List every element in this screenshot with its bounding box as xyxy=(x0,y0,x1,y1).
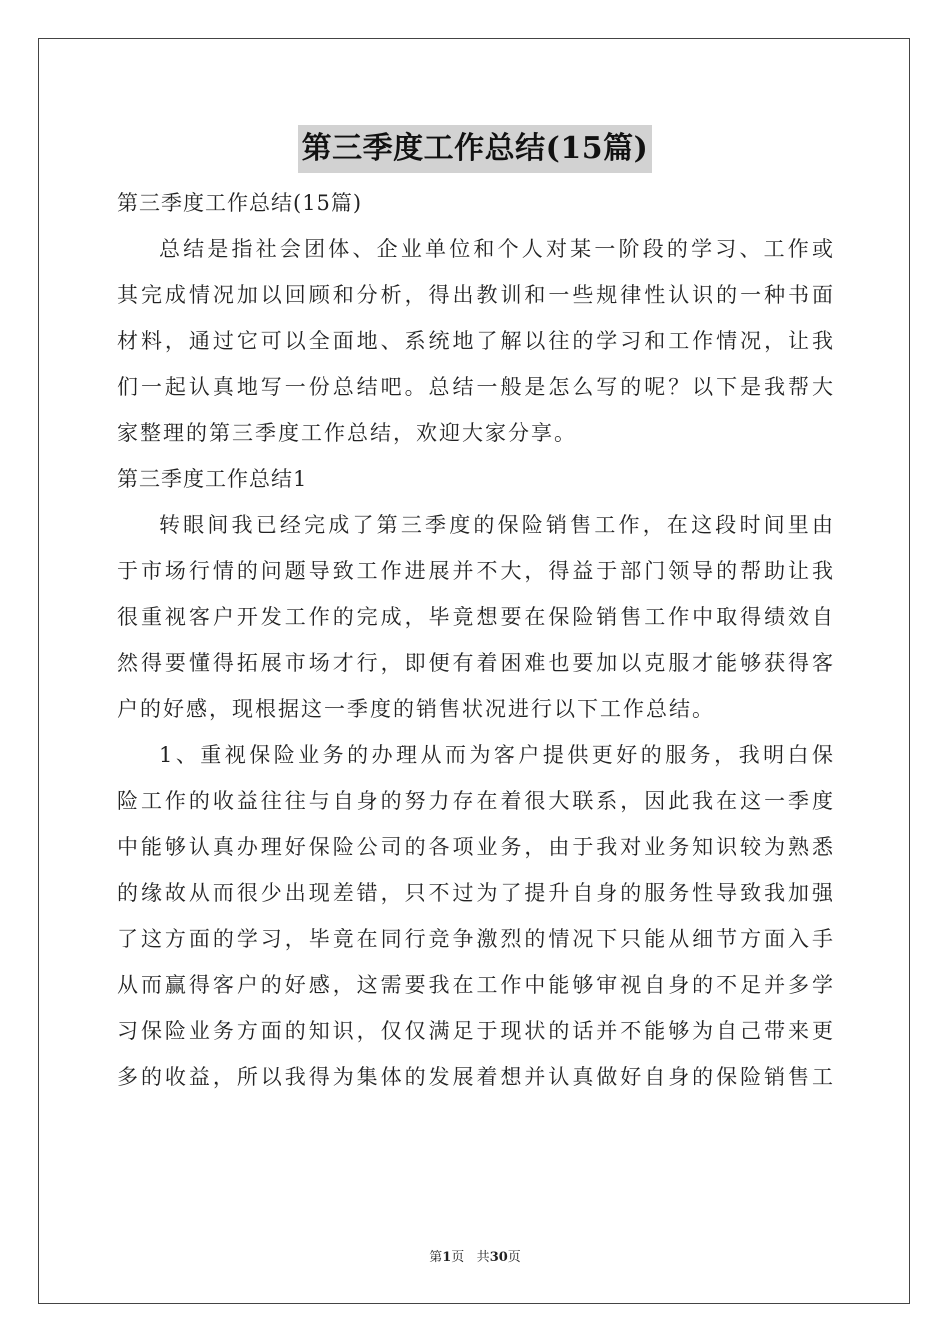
document-body xyxy=(117,180,833,1100)
paragraph-line: 习保险业务方面的知识，仅仅满足于现状的话并不能够为自己带来更 xyxy=(117,1019,833,1043)
document-title: 第三季度工作总结(15篇) xyxy=(298,125,653,173)
intro-line: 材料，通过它可以全面地、系统地了解以往的学习和工作情况，让我 xyxy=(117,329,833,353)
paragraph-line: 1、重视保险业务的办理从而为客户提供更好的服务，我明白保 xyxy=(159,743,833,767)
paragraph-line: 险工作的收益往往与自身的努力存在着很大联系，因此我在这一季度 xyxy=(117,789,833,813)
paragraph-line: 中能够认真办理好保险公司的各项业务，由于我对业务知识较为熟悉 xyxy=(117,835,833,859)
total-label-post: 页 xyxy=(507,1250,521,1265)
section-heading: 第三季度工作总结1 xyxy=(117,467,308,491)
paragraph-2 xyxy=(117,732,833,1100)
paragraph-1 xyxy=(117,502,833,732)
document-title-wrap xyxy=(0,125,950,173)
paragraph-line: 的缘故从而很少出现差错，只不过为了提升自身的服务性导致我加强 xyxy=(117,881,833,905)
paragraph-line: 然得要懂得拓展市场才行，即便有着困难也要加以克服才能够获得客 xyxy=(117,651,833,675)
subtitle: 第三季度工作总结(15篇) xyxy=(117,191,363,215)
page-footer xyxy=(0,1246,950,1265)
paragraph-line: 转眼间我已经完成了第三季度的保险销售工作，在这段时间里由 xyxy=(159,513,833,537)
intro-line: 家整理的第三季度工作总结，欢迎大家分享。 xyxy=(117,421,577,445)
paragraph-line: 多的收益，所以我得为集体的发展着想并认真做好自身的保险销售工 xyxy=(117,1065,833,1089)
paragraph-line: 很重视客户开发工作的完成，毕竟想要在保险销售工作中取得绩效自 xyxy=(117,605,833,629)
intro-line: 其完成情况加以回顾和分析，得出教训和一些规律性认识的一种书面 xyxy=(117,283,833,307)
intro-line: 们一起认真地写一份总结吧。总结一般是怎么写的呢？以下是我帮大 xyxy=(117,375,833,399)
total-pages: 30 xyxy=(489,1250,508,1265)
paragraph-line: 户的好感，现根据这一季度的销售状况进行以下工作总结。 xyxy=(117,697,715,721)
page-label-post: 页 xyxy=(451,1250,465,1265)
page-number: 1 xyxy=(442,1250,452,1265)
intro-paragraph xyxy=(117,226,833,456)
paragraph-line: 从而赢得客户的好感，这需要我在工作中能够审视自身的不足并多学 xyxy=(117,973,833,997)
page-label-pre: 第 xyxy=(429,1250,443,1265)
intro-line: 总结是指社会团体、企业单位和个人对某一阶段的学习、工作或 xyxy=(159,237,833,261)
paragraph-line: 于市场行情的问题导致工作进展并不大，得益于部门领导的帮助让我 xyxy=(117,559,833,583)
total-label-pre: 共 xyxy=(476,1250,490,1265)
paragraph-line: 了这方面的学习，毕竟在同行竞争激烈的情况下只能从细节方面入手 xyxy=(117,927,833,951)
